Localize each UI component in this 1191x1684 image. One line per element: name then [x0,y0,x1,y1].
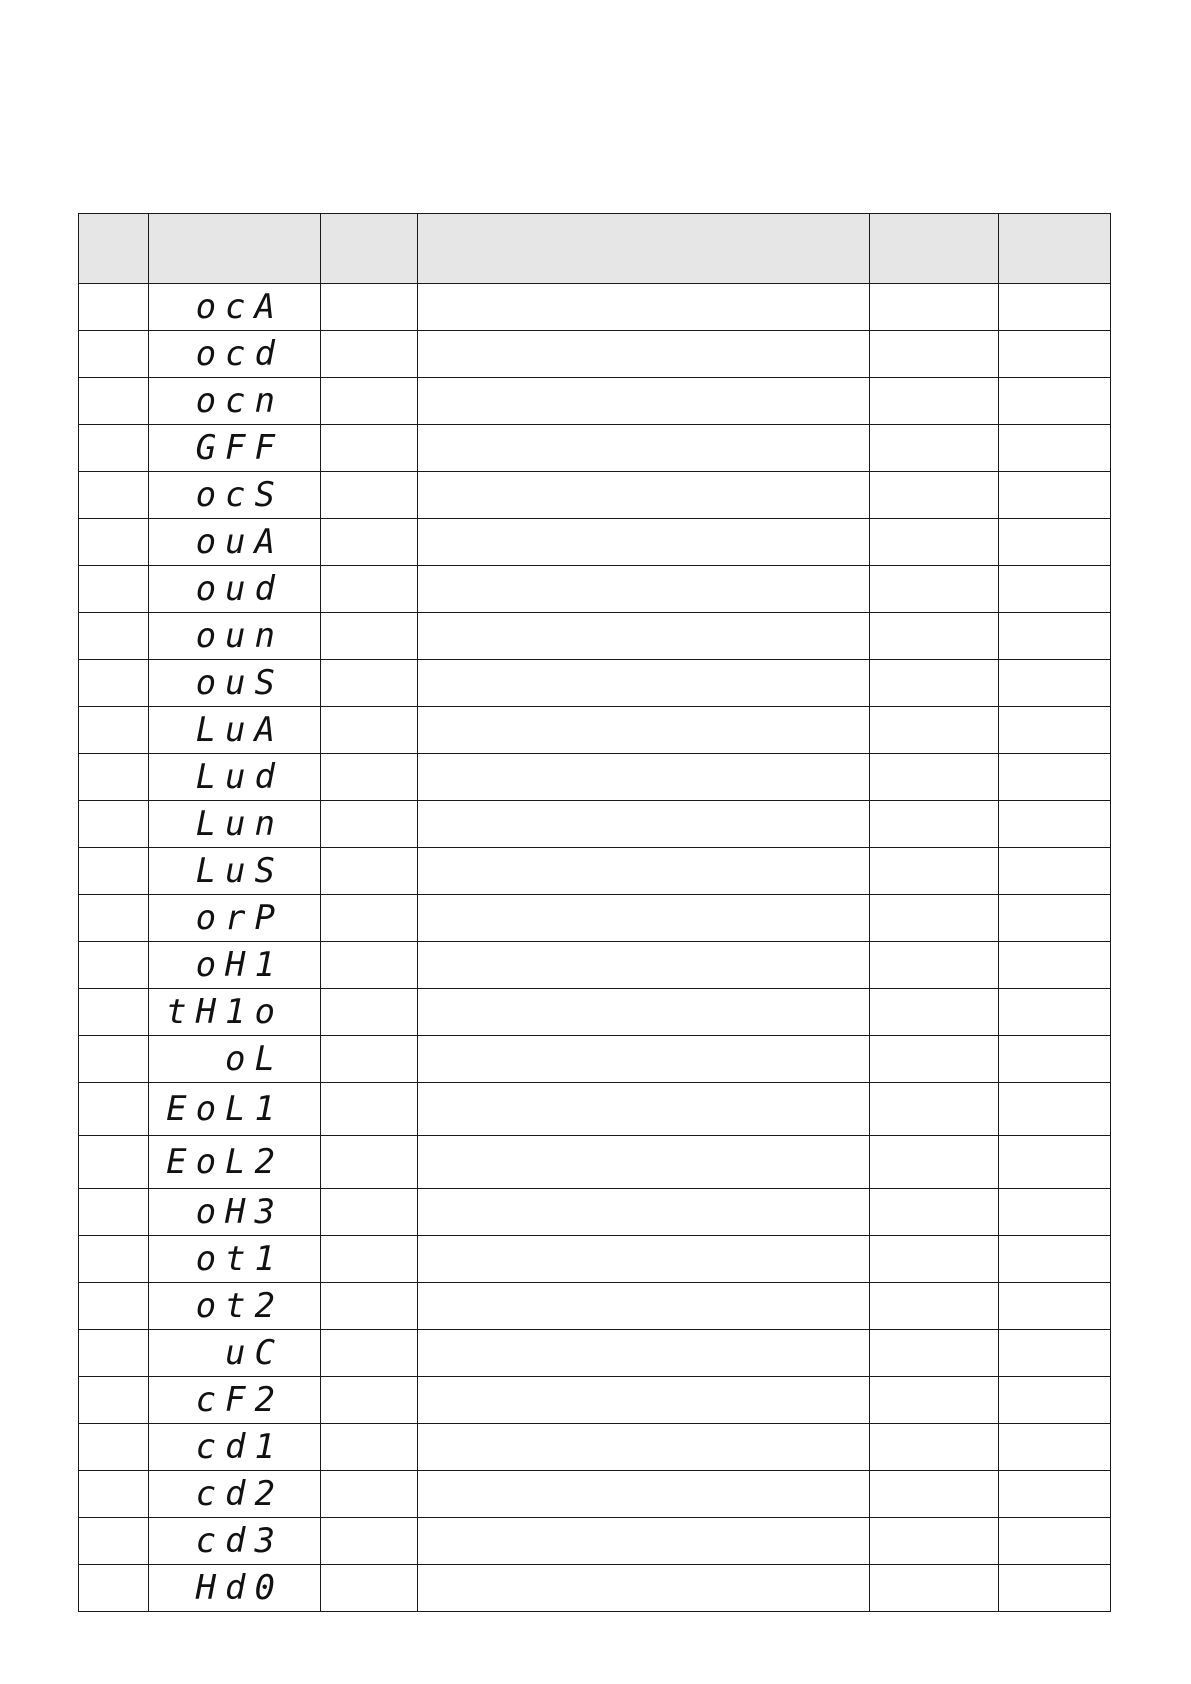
table-cell [870,660,999,707]
table-cell [79,613,149,660]
table-row [79,566,1111,613]
table-row [79,613,1111,660]
table-cell [418,1330,870,1377]
table-cell [870,1565,999,1612]
fault-code: GFF [195,428,284,468]
table-cell [870,472,999,519]
table-cell [321,989,418,1036]
table-cell [418,519,870,566]
table-cell [418,284,870,331]
fault-code-cell [149,1518,321,1565]
table-cell [79,754,149,801]
table-row [79,989,1111,1036]
table-row [79,331,1111,378]
table-cell [870,331,999,378]
table-cell [870,895,999,942]
table-cell [999,1283,1111,1330]
table-cell [999,660,1111,707]
table-cell [999,566,1111,613]
table-cell [999,613,1111,660]
table-cell [418,989,870,1036]
fault-code: orP [195,898,284,938]
fault-code-cell [149,1377,321,1424]
table-cell [418,1424,870,1471]
header-cell-4 [418,214,870,284]
table-cell [321,1036,418,1083]
table-cell [79,1036,149,1083]
fault-code-cell [149,472,321,519]
table-cell [999,1036,1111,1083]
table-row [79,1136,1111,1189]
table-cell [321,1330,418,1377]
table-cell [418,1136,870,1189]
table-cell [79,331,149,378]
table-cell [79,1471,149,1518]
table-cell [870,1136,999,1189]
table-cell [321,1565,418,1612]
table-cell [321,566,418,613]
table-cell [321,1377,418,1424]
fault-code: Hd0 [195,1568,284,1608]
table-header-row [79,214,1111,284]
fault-code-cell [149,1283,321,1330]
table-cell [79,1189,149,1236]
table-cell [418,895,870,942]
table-cell [321,848,418,895]
table-cell [999,425,1111,472]
table-cell [999,1471,1111,1518]
fault-code: cd2 [195,1474,284,1514]
fault-code-cell [149,519,321,566]
table-cell [321,1236,418,1283]
table-cell [321,1424,418,1471]
table-cell [870,425,999,472]
table-cell [418,801,870,848]
fault-code: ocS [195,475,284,515]
table-cell [321,942,418,989]
table-cell [321,284,418,331]
table-cell [999,1136,1111,1189]
table-cell [870,378,999,425]
fault-code: oH1 [195,945,284,985]
fault-code-cell [149,1424,321,1471]
table-cell [79,472,149,519]
fault-code-cell [149,613,321,660]
table-row [79,754,1111,801]
table-cell [321,378,418,425]
table-cell [418,1471,870,1518]
table-cell [999,848,1111,895]
table-row [79,1036,1111,1083]
table-row [79,1424,1111,1471]
table-cell [418,1236,870,1283]
fault-code-cell [149,801,321,848]
table-cell [999,989,1111,1036]
fault-code-table [78,213,1111,1612]
table-cell [870,1189,999,1236]
fault-code-cell [149,1083,321,1136]
table-cell [79,1424,149,1471]
table-cell [999,1565,1111,1612]
table-cell [79,1283,149,1330]
table-cell [79,566,149,613]
table-row [79,472,1111,519]
table-cell [321,425,418,472]
header-cell-3 [321,214,418,284]
table-cell [999,519,1111,566]
table-row [79,1565,1111,1612]
table-row [79,284,1111,331]
table-cell [321,519,418,566]
table-row [79,1083,1111,1136]
table-row [79,1471,1111,1518]
table-cell [418,848,870,895]
table-cell [870,1518,999,1565]
table-cell [79,425,149,472]
fault-code-cell [149,707,321,754]
table-cell [999,754,1111,801]
table-cell [321,895,418,942]
fault-code: cd3 [195,1521,284,1561]
table-cell [870,1083,999,1136]
table-row [79,1330,1111,1377]
fault-code: Lud [195,757,284,797]
fault-code-cell [149,989,321,1036]
table-cell [999,378,1111,425]
table-cell [321,801,418,848]
table-cell [79,1565,149,1612]
fault-code-cell [149,754,321,801]
table-cell [321,707,418,754]
fault-code-cell [149,425,321,472]
table-cell [870,942,999,989]
table-cell [870,1471,999,1518]
table-cell [870,613,999,660]
table-row [79,1189,1111,1236]
table-cell [321,331,418,378]
fault-code: tH1o [166,992,284,1032]
fault-code-cell [149,942,321,989]
table-cell [999,284,1111,331]
fault-code: ocA [195,287,284,327]
table-cell [418,566,870,613]
table-cell [79,1236,149,1283]
table-cell [321,472,418,519]
fault-code: oud [195,569,284,609]
fault-code-cell [149,1036,321,1083]
table-cell [418,613,870,660]
fault-code: LuS [195,851,284,891]
table-cell [999,707,1111,754]
table-cell [79,801,149,848]
table-cell [79,660,149,707]
table-cell [870,754,999,801]
table-cell [79,1083,149,1136]
table-cell [870,1424,999,1471]
fault-code: ouS [195,663,284,703]
fault-code: cd1 [195,1427,284,1467]
table-cell [79,519,149,566]
fault-code: uC [225,1333,284,1373]
table-cell [999,1424,1111,1471]
table-cell [321,1283,418,1330]
fault-code-cell [149,566,321,613]
table-cell [870,1236,999,1283]
fault-code-cell [149,1189,321,1236]
table-cell [418,1283,870,1330]
table-cell [321,754,418,801]
table-cell [418,754,870,801]
fault-code: ocn [195,381,284,421]
table-row [79,895,1111,942]
table-row [79,660,1111,707]
table-cell [870,1283,999,1330]
table-cell [999,801,1111,848]
table-cell [79,284,149,331]
fault-code: ouA [195,522,284,562]
table-cell [321,613,418,660]
table-cell [79,989,149,1036]
table-row [79,425,1111,472]
table-cell [999,331,1111,378]
fault-code: Lun [195,804,284,844]
table-row [79,1283,1111,1330]
fault-code: ocd [195,334,284,374]
header-cell-1 [79,214,149,284]
table-cell [79,1136,149,1189]
table-cell [418,707,870,754]
table-cell [418,1518,870,1565]
fault-code-cell [149,1330,321,1377]
fault-code-cell [149,378,321,425]
table-cell [321,1189,418,1236]
header-cell-2 [149,214,321,284]
table-cell [418,425,870,472]
table-row [79,848,1111,895]
fault-code: cF2 [195,1380,284,1420]
table-row [79,519,1111,566]
fault-code-cell [149,895,321,942]
table-row [79,707,1111,754]
table-cell [79,1377,149,1424]
fault-code-cell [149,848,321,895]
table-cell [79,707,149,754]
table-cell [79,1330,149,1377]
table-cell [321,1518,418,1565]
fault-code: ot1 [195,1239,284,1279]
table-cell [999,1330,1111,1377]
fault-code: EoL2 [166,1142,284,1182]
table-cell [418,942,870,989]
fault-code-cell [149,1471,321,1518]
table-cell [999,1518,1111,1565]
table-cell [418,331,870,378]
table-cell [418,1036,870,1083]
fault-code-cell [149,1565,321,1612]
table-cell [870,801,999,848]
table-cell [870,519,999,566]
header-cell-5 [870,214,999,284]
table-row [79,1377,1111,1424]
table-cell [870,1377,999,1424]
table-cell [999,942,1111,989]
table-cell [418,472,870,519]
table-cell [321,1083,418,1136]
table-cell [79,1518,149,1565]
table-row [79,942,1111,989]
table-cell [999,895,1111,942]
table-cell [418,1377,870,1424]
table-cell [79,378,149,425]
table-row [79,1518,1111,1565]
table-cell [321,1136,418,1189]
table-cell [999,472,1111,519]
table-cell [870,989,999,1036]
table-cell [321,1471,418,1518]
fault-code: EoL1 [166,1089,284,1129]
fault-code-cell [149,331,321,378]
fault-code-cell [149,1236,321,1283]
table-cell [999,1377,1111,1424]
table-cell [870,566,999,613]
table-cell [418,660,870,707]
table-cell [870,1330,999,1377]
table-row [79,1236,1111,1283]
table-cell [870,284,999,331]
table-cell [870,848,999,895]
table-cell [79,848,149,895]
fault-code: ot2 [195,1286,284,1326]
table-row [79,801,1111,848]
table-cell [418,1083,870,1136]
table-cell [418,378,870,425]
fault-code: oH3 [195,1192,284,1232]
fault-code-cell [149,284,321,331]
fault-code-cell [149,1136,321,1189]
fault-code: oL [225,1039,284,1079]
table-cell [999,1236,1111,1283]
table-cell [79,895,149,942]
table-cell [999,1083,1111,1136]
table-cell [418,1189,870,1236]
table-cell [79,942,149,989]
table-cell [321,660,418,707]
fault-code: oun [195,616,284,656]
fault-code-cell [149,660,321,707]
table-cell [999,1189,1111,1236]
header-cell-6 [999,214,1111,284]
table-cell [870,1036,999,1083]
table-cell [870,707,999,754]
table-row [79,378,1111,425]
fault-code: LuA [195,710,284,750]
table-cell [418,1565,870,1612]
